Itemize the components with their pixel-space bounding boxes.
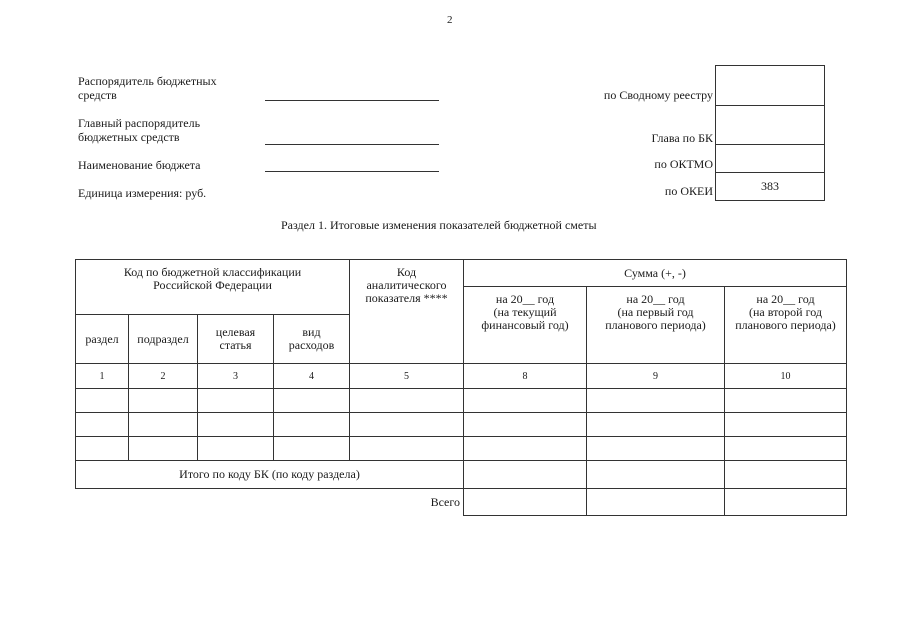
table-cell[interactable] [587,437,725,461]
table-cell[interactable] [350,389,464,413]
header-year-current: на 20__ год (на текущий финансовый год) [464,287,587,364]
header-sum: Сумма (+, -) [464,260,847,287]
header-year-plan2: на 20__ год (на второй год планового периода) [725,287,847,364]
table-cell[interactable] [198,413,274,437]
table-cell[interactable] [725,437,847,461]
table-cell[interactable] [76,437,129,461]
table-cell[interactable] [587,389,725,413]
table-cell[interactable] [198,437,274,461]
chief-budget-manager-line [265,144,439,145]
column-number-row [76,364,847,389]
header-target-article: целевая статья [198,315,274,364]
table-cell[interactable] [464,437,587,461]
table-cell[interactable] [464,461,587,489]
table-cell[interactable] [587,489,725,516]
table-cell[interactable] [129,389,198,413]
registry-code-box[interactable] [716,66,824,106]
col-num: 3 [198,364,274,389]
header-section: раздел [76,315,129,364]
table-row [76,437,847,461]
col-num: 8 [464,364,587,389]
okei-label: по ОКЕИ [664,184,713,198]
bk-chapter-box[interactable] [716,106,824,145]
table-cell[interactable] [274,389,350,413]
chief-budget-manager-label: Главный распорядитель бюджетных средств [78,116,201,144]
page-number: 2 [447,14,453,26]
total-by-code-row [76,461,847,489]
table-cell[interactable] [725,389,847,413]
table-cell[interactable] [464,389,587,413]
oktmo-label: по ОКТМО [654,157,713,171]
budget-name-label: Наименование бюджета [78,158,201,172]
total-by-code-label: Итого по коду БК (по коду раздела) [76,461,464,489]
okei-box[interactable]: 383 [716,173,824,201]
table-cell[interactable] [350,437,464,461]
budget-changes-table [75,259,847,516]
col-num: 4 [274,364,350,389]
col-num: 5 [350,364,464,389]
budget-name-line [265,171,439,172]
header-year-plan1: на 20__ год (на первый год планового периода) [587,287,725,364]
table-cell[interactable] [725,413,847,437]
table-cell[interactable] [725,489,847,516]
table-cell[interactable] [76,389,129,413]
header-subsection: подраздел [129,315,198,364]
table-cell[interactable] [464,413,587,437]
code-boxes [715,65,825,201]
budget-manager-label: Распорядитель бюджетных средств [78,74,217,102]
oktmo-box[interactable] [716,145,824,173]
section-title: Раздел 1. Итоговые изменения показателей бюджетной сметы [281,218,597,232]
header-classification: Код по бюджетной классификации Российской Федерации [76,260,350,315]
grand-total-label: Всего [76,489,464,516]
header-expense-type: вид расходов [274,315,350,364]
table-cell[interactable] [274,437,350,461]
table-cell[interactable] [198,389,274,413]
col-num: 1 [76,364,129,389]
table-row [76,413,847,437]
table-cell[interactable] [274,413,350,437]
header-analytic-code: Код аналитического показателя **** [350,260,464,364]
col-num: 9 [587,364,725,389]
col-num: 10 [725,364,847,389]
table-cell[interactable] [587,413,725,437]
unit-of-measure-label: Единица измерения: руб. [78,186,207,200]
table-cell[interactable] [129,413,198,437]
bk-chapter-label: Глава по БК [651,131,713,145]
table-cell[interactable] [129,437,198,461]
table-cell[interactable] [464,489,587,516]
budget-manager-line [265,100,439,101]
table-row [76,389,847,413]
grand-total-row [76,489,847,516]
table-cell[interactable] [725,461,847,489]
table-cell[interactable] [350,413,464,437]
table-cell[interactable] [76,413,129,437]
table-cell[interactable] [587,461,725,489]
registry-code-label: по Сводному реестру [603,88,713,102]
col-num: 2 [129,364,198,389]
